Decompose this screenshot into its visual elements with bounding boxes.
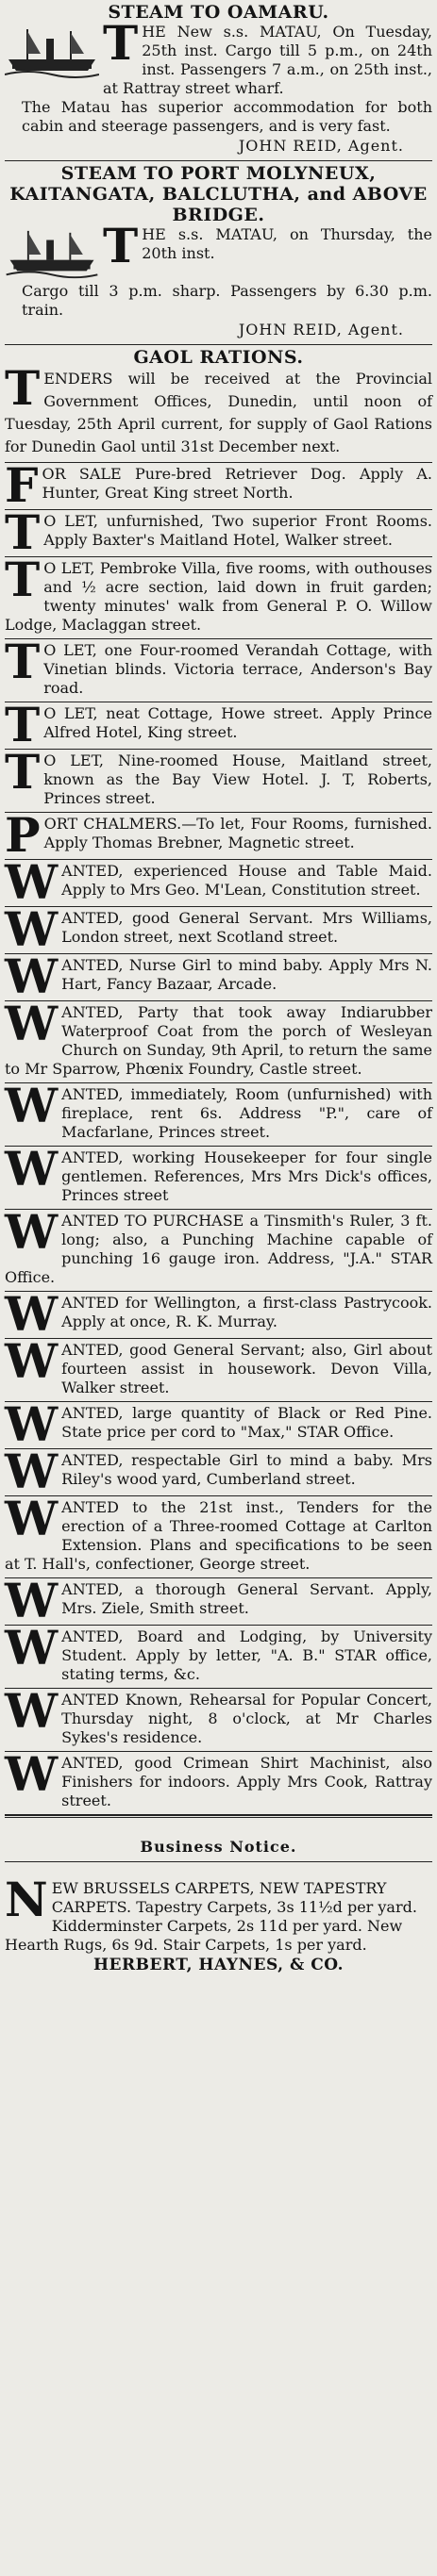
ad-text: O LET, unfurnished, Two superior Front Rooms. Apply Baxter's Maitland Hotel, Walker street. bbox=[43, 512, 432, 549]
ad-text: ANTED, immediately, Room (unfurnished) with fireplace, rent 6s. Address "P.", care of Macfarlane, Princes street. bbox=[61, 1085, 432, 1141]
ad-text: ANTED, good Crimean Shirt Machinist, also Finishers for indoors. Apply Mrs Cook, Rattray street. bbox=[61, 1754, 432, 1809]
drop-cap: T bbox=[5, 504, 41, 560]
ad-text: O LET, Pembroke Villa, five rooms, with outhouses and ½ acre section, laid down in fruit garden; twenty minutes' walk from General P. O. Willow Lodge, Maclaggan street. bbox=[5, 559, 432, 634]
classified-ad bbox=[5, 854, 432, 910]
classified-ad bbox=[5, 1286, 432, 1342]
classified-ad bbox=[5, 996, 432, 1083]
drop-cap: W bbox=[5, 1444, 59, 1499]
drop-cap: W bbox=[5, 949, 59, 1004]
ad-business-notice bbox=[5, 1872, 432, 1979]
ad-text: O LET, one Four-roomed Verandah Cottage, with Vinetian blinds. Victoria terrace, Anderson's Bay road. bbox=[43, 641, 432, 697]
drop-cap: T bbox=[5, 634, 41, 689]
ad-text: ANTED, working Housekeeper for four single gentlemen. References, Mrs Mrs Dick's offices, Princes street bbox=[61, 1148, 432, 1204]
drop-cap: W bbox=[5, 1141, 59, 1197]
drop-cap: T bbox=[5, 697, 41, 752]
ad-text: EW BRUSSELS CARPETS, NEW TAPESTRY CARPETS. Tapestry Carpets, 3s 11½d per yard. Kidderminster Carpets, 2s 11d per yard. New Hearth Rugs, 6s 9d. Stair Carpets, 1s per yard. bbox=[5, 1879, 417, 1954]
drop-cap: W bbox=[5, 1746, 59, 1802]
ad-text: HE s.s. MATAU, on Thursday, the 20th inst. bbox=[142, 225, 432, 262]
drop-cap: P bbox=[5, 807, 41, 863]
classified-ad bbox=[5, 744, 432, 813]
ad-text: ENDERS will be received at the Provincial Government Offices, Dunedin, until noon of Tuesday, 25th April current, for supply of Gaol Rations for Dunedin Gaol until 31st December next. bbox=[5, 370, 432, 455]
ad-text: O LET, Nine-roomed House, Maitland street, known as the Bay View Hotel. J. T, Roberts, Princes street. bbox=[43, 751, 432, 807]
drop-cap: W bbox=[5, 1078, 59, 1133]
classified-ad bbox=[5, 457, 432, 513]
drop-cap: W bbox=[5, 1491, 59, 1546]
ad-text: ANTED TO PURCHASE a Tinsmith's Ruler, 3 ft. long; also, a Punching Machine capable of punching 16 gauge iron. Address, "J.A." STAR Office. bbox=[5, 1212, 432, 1286]
ad-extra-text: Cargo till 3 p.m. sharp. Passengers by 6.30 p.m. train. bbox=[22, 282, 432, 319]
classified-ad bbox=[5, 1746, 432, 1815]
ad-extra-text: The Matau has superior accommodation for both cabin and steerage passengers, and is very fast. bbox=[22, 98, 432, 135]
ad-text: ANTED, large quantity of Black or Red Pine. State price per cord to "Max," STAR Office. bbox=[61, 1404, 432, 1441]
classified-ad bbox=[5, 807, 432, 863]
classified-ad bbox=[5, 1204, 432, 1292]
classified-ad bbox=[5, 1396, 432, 1452]
drop-cap: W bbox=[5, 1286, 59, 1342]
ad-text: ANTED, respectable Girl to mind a baby. Mrs Riley's wood yard, Cumberland street. bbox=[61, 1451, 432, 1488]
drop-cap: W bbox=[5, 1396, 59, 1452]
ad-text: ANTED, a thorough General Servant. Apply, Mrs. Ziele, Smith street. bbox=[61, 1580, 432, 1617]
drop-cap: W bbox=[5, 1573, 59, 1628]
classified-ad bbox=[5, 949, 432, 1004]
classified-ad bbox=[5, 1333, 432, 1402]
classified-ad bbox=[5, 552, 432, 639]
ad-text: ANTED, Board and Lodging, by University Student. Apply by letter, "A. B." STAR office, stating terms, &c. bbox=[61, 1627, 432, 1683]
drop-cap: W bbox=[5, 996, 59, 1051]
classified-ads bbox=[5, 457, 432, 1815]
section-heading: Business Notice. bbox=[5, 1833, 432, 1862]
ad-text: ANTED for Wellington, a first-class Pastrycook. Apply at once, R. K. Murray. bbox=[61, 1294, 432, 1330]
ad-text: ORT CHALMERS.—To let, Four Rooms, furnished. Apply Thomas Brebner, Magnetic street. bbox=[43, 815, 432, 851]
ad-text: ANTED, Party that took away Indiarubber Waterproof Coat from the porch of Wesleyan Church on Sunday, 9th April, to return the same to Mr Sparrow, Phœnix Foundry, Castle street. bbox=[5, 1003, 432, 1078]
drop-cap: T bbox=[5, 360, 41, 416]
drop-cap: W bbox=[5, 1683, 59, 1739]
drop-cap: W bbox=[5, 1204, 59, 1260]
ad-text: ANTED Known, Rehearsal for Popular Concert, Thursday night, 8 o'clock, at Mr Charles Sykes's residence. bbox=[61, 1691, 432, 1746]
classified-ad bbox=[5, 1573, 432, 1628]
steamship-icon bbox=[5, 227, 99, 282]
drop-cap: W bbox=[5, 1620, 59, 1676]
ad-steam-oamaru bbox=[5, 0, 432, 161]
ad-gaol-rations bbox=[5, 345, 432, 463]
ad-heading: STEAM TO OAMARU. bbox=[108, 2, 329, 23]
drop-cap: F bbox=[5, 457, 39, 513]
drop-cap: T bbox=[103, 15, 139, 71]
classified-ad bbox=[5, 1491, 432, 1578]
drop-cap: T bbox=[5, 744, 41, 800]
drop-cap: W bbox=[5, 1333, 59, 1389]
classified-ad bbox=[5, 634, 432, 702]
ad-signature: JOHN REID, Agent. bbox=[238, 321, 404, 339]
steamship-icon bbox=[5, 25, 99, 83]
classified-ad bbox=[5, 901, 432, 957]
classified-ad bbox=[5, 1620, 432, 1689]
ad-text: OR SALE Pure-bred Retriever Dog. Apply A. Hunter, Great King street North. bbox=[42, 465, 432, 502]
drop-cap: T bbox=[103, 218, 139, 273]
drop-cap: T bbox=[5, 552, 41, 607]
drop-cap: W bbox=[5, 901, 59, 957]
classified-ad bbox=[5, 504, 432, 560]
ad-text: ANTED, good General Servant. Mrs Williams, London street, next Scotland street. bbox=[61, 909, 432, 946]
ad-signature: JOHN REID, Agent. bbox=[238, 137, 404, 155]
ad-heading: GAOL RATIONS. bbox=[133, 347, 304, 368]
double-rule bbox=[5, 1815, 432, 1818]
ad-text: ANTED, experienced House and Table Maid. Apply to Mrs Geo. M'Lean, Constitution street. bbox=[61, 862, 432, 899]
classified-ad bbox=[5, 1078, 432, 1147]
drop-cap: N bbox=[5, 1872, 48, 1927]
ad-signature: HERBERT, HAYNES, & CO. bbox=[93, 1956, 344, 1974]
classified-ad bbox=[5, 697, 432, 752]
ad-heading: STEAM TO PORT MOLYNEUX, KAITANGATA, BALCLUTHA, and ABOVE BRIDGE. bbox=[9, 163, 428, 225]
classified-ad bbox=[5, 1444, 432, 1499]
classified-ad bbox=[5, 1141, 432, 1210]
ad-text: ANTED, good General Servant; also, Girl about fourteen assist in housework. Devon Villa, Walker street. bbox=[61, 1341, 432, 1396]
ad-steam-molyneux bbox=[5, 161, 432, 345]
drop-cap: W bbox=[5, 854, 59, 910]
ad-text: ANTED, Nurse Girl to mind baby. Apply Mrs N. Hart, Fancy Bazaar, Arcade. bbox=[61, 956, 432, 993]
ad-text: ANTED to the 21st inst., Tenders for the erection of a Three-roomed Cottage at Carlton Extension. Plans and specifications to be seen at T. Hall's, confectioner, George street. bbox=[5, 1498, 432, 1573]
ad-text: HE New s.s. MATAU, On Tuesday, 25th inst. Cargo till 5 p.m., on 24th inst. Passengers 7 a.m., on 25th inst., at Rattray street wharf. bbox=[103, 23, 432, 97]
classified-ad bbox=[5, 1683, 432, 1752]
ad-text: O LET, neat Cottage, Howe street. Apply Prince Alfred Hotel, King street. bbox=[43, 704, 432, 741]
